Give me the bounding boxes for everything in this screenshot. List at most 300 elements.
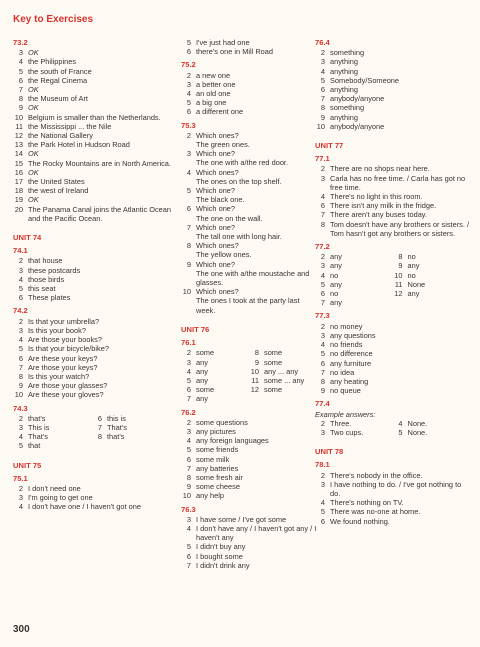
answer-text: OK <box>28 149 39 159</box>
answer-line <box>13 149 171 158</box>
answer-text: There's nothing on TV. <box>330 498 404 508</box>
answer-text: the Museum of Art <box>28 94 88 104</box>
answers-column-3 <box>315 38 470 526</box>
answers-column-1 <box>13 38 171 512</box>
answer-line <box>13 186 171 195</box>
answer-number: 6 <box>18 353 23 363</box>
answer-number: 4 <box>320 66 325 76</box>
answer-line <box>315 507 470 516</box>
answer-text: Are those your books? <box>28 335 102 345</box>
answer-text: Is that your umbrella? <box>28 316 100 326</box>
answer-text: some ... any <box>264 375 305 385</box>
answer-number: 6 <box>320 358 325 368</box>
answer-number: 3 <box>320 261 325 271</box>
answer-text: some <box>196 348 215 358</box>
answer-text: The one with a/the red door. <box>196 158 289 168</box>
answer-text: those birds <box>28 274 65 284</box>
answer-text: The black one. <box>196 195 245 205</box>
answer-text: some friends <box>196 445 239 455</box>
answer-number: 3 <box>320 427 325 437</box>
answer-line <box>315 76 470 85</box>
exercise-heading: 78.1 <box>315 460 330 470</box>
answer-line <box>13 103 171 112</box>
answer-number: 2 <box>320 418 325 428</box>
answer-line <box>315 298 470 307</box>
answer-text: Which one? <box>196 186 236 196</box>
answer-number: 16 <box>14 167 23 177</box>
answer-line <box>13 94 171 103</box>
answer-text: There are no shops near here. <box>330 164 430 174</box>
answer-cell <box>249 348 317 357</box>
answer-number: 4 <box>320 340 325 350</box>
answer-number: 4 <box>320 270 325 280</box>
answer-text: I didn't drink any <box>196 560 250 570</box>
answer-line <box>181 149 317 158</box>
answer-cell <box>249 376 317 385</box>
answer-number <box>181 195 196 204</box>
answer-text: There's no light in this room. <box>330 192 423 202</box>
answer-line <box>315 122 470 131</box>
answer-number: 4 <box>18 502 23 512</box>
answer-line <box>13 122 171 131</box>
answer-text: Which one? <box>196 204 236 214</box>
answer-number: 2 <box>186 70 191 80</box>
answer-number: 8 <box>320 103 325 113</box>
answer-number: 12 <box>250 385 259 395</box>
answer-text: anything <box>330 66 358 76</box>
answer-number: 4 <box>18 274 23 284</box>
answer-text: some fresh air <box>196 472 243 482</box>
answer-line <box>13 159 171 168</box>
answer-line <box>181 287 317 296</box>
answer-number <box>181 140 196 149</box>
answer-number: 6 <box>186 454 191 464</box>
answer-line <box>315 340 470 349</box>
answer-number: 6 <box>186 204 191 214</box>
answer-text: no <box>330 289 339 299</box>
answer-text: Which ones? <box>196 167 239 177</box>
answer-text: any <box>196 394 208 404</box>
answer-text: any furniture <box>330 358 372 368</box>
answer-number: 19 <box>14 195 23 205</box>
answer-number: 5 <box>186 375 191 385</box>
answer-text: a better one <box>196 79 236 89</box>
answer-line <box>13 317 171 326</box>
answer-number: 5 <box>18 66 23 76</box>
unit-heading: UNIT 77 <box>315 141 344 151</box>
answer-number: 6 <box>186 551 191 561</box>
answer-cell <box>315 261 393 270</box>
exercise-heading: 74.1 <box>13 246 28 256</box>
answer-cell <box>393 261 471 270</box>
answer-number: 4 <box>320 498 325 508</box>
answer-number: 20 <box>14 204 23 214</box>
answer-number: 2 <box>18 483 23 493</box>
page-title: Key to Exercises <box>13 14 94 25</box>
answer-text: That's <box>28 432 48 442</box>
answer-cell <box>393 419 471 428</box>
answer-text: any help <box>196 491 224 501</box>
answer-text: Are those your glasses? <box>28 381 108 391</box>
answer-line <box>13 381 171 390</box>
answer-number: 2 <box>320 252 325 262</box>
answer-number: 18 <box>14 186 23 196</box>
answer-number: 5 <box>398 427 403 437</box>
answer-cell <box>315 271 393 280</box>
answer-text: some <box>264 348 283 358</box>
answer-text: the Park Hotel in Hudson Road <box>28 140 130 150</box>
answer-number: 7 <box>320 367 325 377</box>
answer-line <box>181 38 317 47</box>
answer-text: any questions <box>330 330 376 340</box>
answer-text: that <box>28 441 41 451</box>
answer-text: that's <box>28 413 46 423</box>
exercise-heading: 74.2 <box>13 306 28 316</box>
answer-line <box>13 441 171 450</box>
answer-number <box>181 158 196 167</box>
answer-line <box>181 204 317 213</box>
answer-line <box>181 260 317 269</box>
answer-pair <box>13 414 171 423</box>
answer-text: any batteries <box>196 463 239 473</box>
answer-text: some <box>196 385 215 395</box>
answer-number: 4 <box>186 436 191 446</box>
answer-line <box>181 482 317 491</box>
answer-number: 7 <box>18 362 23 372</box>
answer-text: any ... any <box>264 366 299 376</box>
answer-text: no <box>407 252 416 262</box>
answer-number: 10 <box>250 366 259 376</box>
answer-text: some <box>264 385 283 395</box>
answer-text: Belgium is smaller than the Netherlands. <box>28 112 161 122</box>
answer-number: 9 <box>254 357 259 367</box>
answer-line <box>13 266 171 275</box>
answer-text: OK <box>28 167 39 177</box>
answer-line <box>13 131 171 140</box>
answer-number: 3 <box>186 79 191 89</box>
answer-text: no money <box>330 321 363 331</box>
answer-line <box>315 377 470 386</box>
answer-pair <box>315 261 470 270</box>
answer-cell <box>13 432 92 441</box>
answer-number: 6 <box>97 413 102 423</box>
answer-line <box>181 131 317 140</box>
answer-line <box>181 47 317 56</box>
answer-text: there's one in Mill Road <box>196 47 273 57</box>
answer-number: 7 <box>186 222 191 232</box>
answer-line <box>181 214 317 223</box>
answer-pair <box>181 367 317 376</box>
answer-number: 6 <box>186 47 191 57</box>
answer-cell <box>315 289 393 298</box>
answer-text: Are these your gloves? <box>28 390 104 400</box>
answer-cell <box>315 252 393 261</box>
answer-number: 7 <box>320 298 325 308</box>
answer-line <box>181 177 317 186</box>
answer-number: 2 <box>18 316 23 326</box>
answer-line <box>181 250 317 259</box>
answer-text: Is this your watch? <box>28 371 90 381</box>
answer-line <box>181 195 317 204</box>
answer-number: 3 <box>186 426 191 436</box>
answer-pair <box>181 358 317 367</box>
exercise-heading: 77.1 <box>315 154 330 164</box>
answer-text: anybody/anyone <box>330 121 385 131</box>
answer-line <box>315 164 470 173</box>
answer-number: 11 <box>15 121 23 131</box>
answer-text: I've just had one <box>196 38 250 47</box>
answer-number: 4 <box>18 335 23 345</box>
answer-text: no friends <box>330 340 363 350</box>
exercise-heading: 76.4 <box>315 38 330 47</box>
answer-cell <box>249 385 317 394</box>
answer-line <box>13 502 171 511</box>
answer-number: 6 <box>186 385 191 395</box>
answer-number: 2 <box>18 256 23 266</box>
answer-text: any heating <box>330 376 369 386</box>
answer-pair <box>13 423 171 432</box>
answer-number: 5 <box>320 279 325 289</box>
answer-note: Example answers: <box>315 409 376 419</box>
answer-text: I don't have one / I haven't got one <box>28 502 141 512</box>
answer-text: Are those your keys? <box>28 362 98 372</box>
answer-text: There was no-one at home. <box>330 507 421 517</box>
answer-line <box>181 552 317 561</box>
answer-number: 3 <box>320 57 325 67</box>
answer-pair <box>315 419 470 428</box>
answer-text: a big one <box>196 98 227 108</box>
answer-number: 5 <box>320 349 325 359</box>
answer-line <box>13 390 171 399</box>
answer-line <box>315 322 470 331</box>
answer-text: Carla has no free time. / Carla has got no free time. <box>330 173 466 192</box>
answer-text: Two cups. <box>330 427 364 437</box>
answer-pair <box>13 432 171 441</box>
answer-number <box>181 177 196 186</box>
answer-number: 10 <box>316 121 325 131</box>
answer-number: 7 <box>186 463 191 473</box>
unit-heading: UNIT 76 <box>181 324 210 334</box>
answer-line <box>315 210 470 219</box>
answer-text: I didn't buy any <box>196 542 246 552</box>
answer-pair <box>315 428 470 437</box>
answer-number: 13 <box>14 140 23 150</box>
answer-number: 2 <box>320 470 325 480</box>
answer-text: I have nothing to do. / I've got nothing to do. <box>330 479 462 498</box>
answer-number: 2 <box>320 48 325 58</box>
exercise-heading: 74.3 <box>13 403 28 413</box>
answer-number: 5 <box>186 98 191 108</box>
answer-number: 3 <box>320 479 325 489</box>
exercise-heading: 76.1 <box>181 338 196 348</box>
unit-heading: UNIT 74 <box>13 233 42 243</box>
answer-number: 10 <box>14 112 23 122</box>
answer-number: 11 <box>394 279 403 289</box>
answer-cell <box>315 419 393 428</box>
answer-text: The yellow ones. <box>196 250 252 260</box>
answer-line <box>13 57 171 66</box>
answer-text: any <box>196 366 208 376</box>
answer-number: 10 <box>394 270 403 280</box>
answer-text: None <box>407 279 426 289</box>
answer-number: 4 <box>186 366 191 376</box>
answer-line <box>181 89 317 98</box>
answer-line <box>315 192 470 201</box>
answer-line <box>13 76 171 85</box>
answer-text: the Philippines <box>28 57 77 67</box>
answer-cell <box>181 348 249 357</box>
answer-number: 3 <box>18 48 23 58</box>
answer-number: 7 <box>320 210 325 220</box>
answer-text: no queue <box>330 386 361 396</box>
answer-number: 12 <box>394 289 403 299</box>
answer-number: 3 <box>186 357 191 367</box>
answer-line <box>181 223 317 232</box>
exercise-heading: 75.2 <box>181 60 196 70</box>
answer-text: I don't need one <box>28 483 81 493</box>
answer-text: The ones I took at the party last week. <box>196 296 300 315</box>
answer-number: 7 <box>186 394 191 404</box>
answer-text: The one with a/the moustache and glasses. <box>196 268 310 288</box>
answer-line <box>315 103 470 112</box>
answer-cell <box>92 423 171 432</box>
answer-cell <box>181 358 249 367</box>
answer-line <box>315 359 470 368</box>
answer-number: 2 <box>186 130 191 140</box>
answer-pair <box>315 271 470 280</box>
answer-text: the Regal Cinema <box>28 75 88 85</box>
answer-text: a new one <box>196 70 231 80</box>
answer-number: 11 <box>251 375 259 385</box>
answer-number: 7 <box>186 560 191 570</box>
answer-text: some cheese <box>196 482 240 492</box>
answer-line <box>315 113 470 122</box>
answer-number: 8 <box>18 94 23 104</box>
answer-line <box>181 186 317 195</box>
answer-line <box>181 80 317 89</box>
answer-number: 10 <box>182 491 191 501</box>
answer-text: These plates <box>28 293 71 303</box>
answer-line <box>13 493 171 502</box>
answer-text: any <box>330 298 342 308</box>
answer-cell <box>181 367 249 376</box>
answer-line <box>315 174 470 192</box>
answer-number: 8 <box>398 252 403 262</box>
answer-line <box>181 464 317 473</box>
answer-line <box>181 445 317 454</box>
answer-line <box>13 256 171 265</box>
answer-line <box>315 480 470 498</box>
answer-cell <box>181 376 249 385</box>
answer-number: 3 <box>18 493 23 503</box>
answer-text: the National Gallery <box>28 131 93 141</box>
answer-text: any foreign languages <box>196 436 269 446</box>
answer-number: 5 <box>320 75 325 85</box>
answer-text: Somebody/Someone <box>330 75 400 85</box>
exercise-heading: 76.3 <box>181 504 196 514</box>
answer-line <box>181 269 317 287</box>
answer-cell <box>13 423 92 432</box>
answer-line <box>13 484 171 493</box>
answer-number: 7 <box>18 85 23 95</box>
answer-number: 2 <box>320 164 325 174</box>
answer-text: something <box>330 48 365 58</box>
answer-line <box>13 205 171 223</box>
answer-line <box>181 542 317 551</box>
page-number: 300 <box>13 624 30 635</box>
answer-number: 2 <box>186 348 191 358</box>
answer-line <box>315 517 470 526</box>
answer-number: 3 <box>186 514 191 524</box>
answer-line <box>315 85 470 94</box>
answer-number: 3 <box>18 265 23 275</box>
answer-number: 8 <box>97 432 102 442</box>
answer-text: OK <box>28 48 39 58</box>
answer-line <box>181 71 317 80</box>
answer-number: 5 <box>186 186 191 196</box>
answer-text: the Mississippi ... the Nile <box>28 121 112 131</box>
answer-text: Are these your keys? <box>28 353 98 363</box>
answer-text: There's nobody in the office. <box>330 470 423 480</box>
answer-text: The ones on the top shelf. <box>196 176 282 186</box>
answer-number: 6 <box>320 201 325 211</box>
answer-number: 8 <box>320 219 325 229</box>
answer-line <box>13 67 171 76</box>
answer-line <box>181 394 317 403</box>
answer-pair <box>181 385 317 394</box>
answer-number: 3 <box>18 422 23 432</box>
answer-cell <box>181 385 249 394</box>
answer-text: any <box>196 357 208 367</box>
answer-text: Tom doesn't have any brothers or sisters. / Tom hasn't got any brothers or sisters. <box>330 219 470 238</box>
exercise-heading: 75.1 <box>13 473 28 483</box>
answers-column-2 <box>181 38 317 570</box>
answer-line <box>13 293 171 302</box>
answer-text: some <box>264 357 283 367</box>
answer-line <box>181 107 317 116</box>
answer-number: 4 <box>18 432 23 442</box>
answer-text: some questions <box>196 417 248 427</box>
answer-pair <box>315 280 470 289</box>
answer-line <box>181 158 317 167</box>
answer-text: something <box>330 103 365 113</box>
answer-line <box>181 561 317 570</box>
answer-number: 3 <box>320 330 325 340</box>
answer-number: 4 <box>398 418 403 428</box>
answer-text: no <box>407 270 416 280</box>
answer-number: 6 <box>320 85 325 95</box>
answer-number: 6 <box>320 289 325 299</box>
answer-line <box>13 354 171 363</box>
answer-text: There aren't any buses today. <box>330 210 427 220</box>
answer-number: 14 <box>14 149 23 159</box>
exercise-heading: 73.2 <box>13 38 28 47</box>
answer-number: 3 <box>186 149 191 159</box>
answer-text: Which one? <box>196 222 236 232</box>
answer-number <box>181 250 196 259</box>
answer-text: no difference <box>330 349 373 359</box>
answer-text: a different one <box>196 107 244 117</box>
answer-line <box>13 344 171 353</box>
answer-number: 2 <box>320 321 325 331</box>
answer-text: Three. <box>330 418 352 428</box>
answer-text: Which ones? <box>196 287 239 297</box>
answer-line <box>13 335 171 344</box>
answer-text: that house <box>28 256 63 266</box>
answer-number: 9 <box>398 261 403 271</box>
answer-text: any pictures <box>196 426 236 436</box>
answer-number: 2 <box>186 417 191 427</box>
